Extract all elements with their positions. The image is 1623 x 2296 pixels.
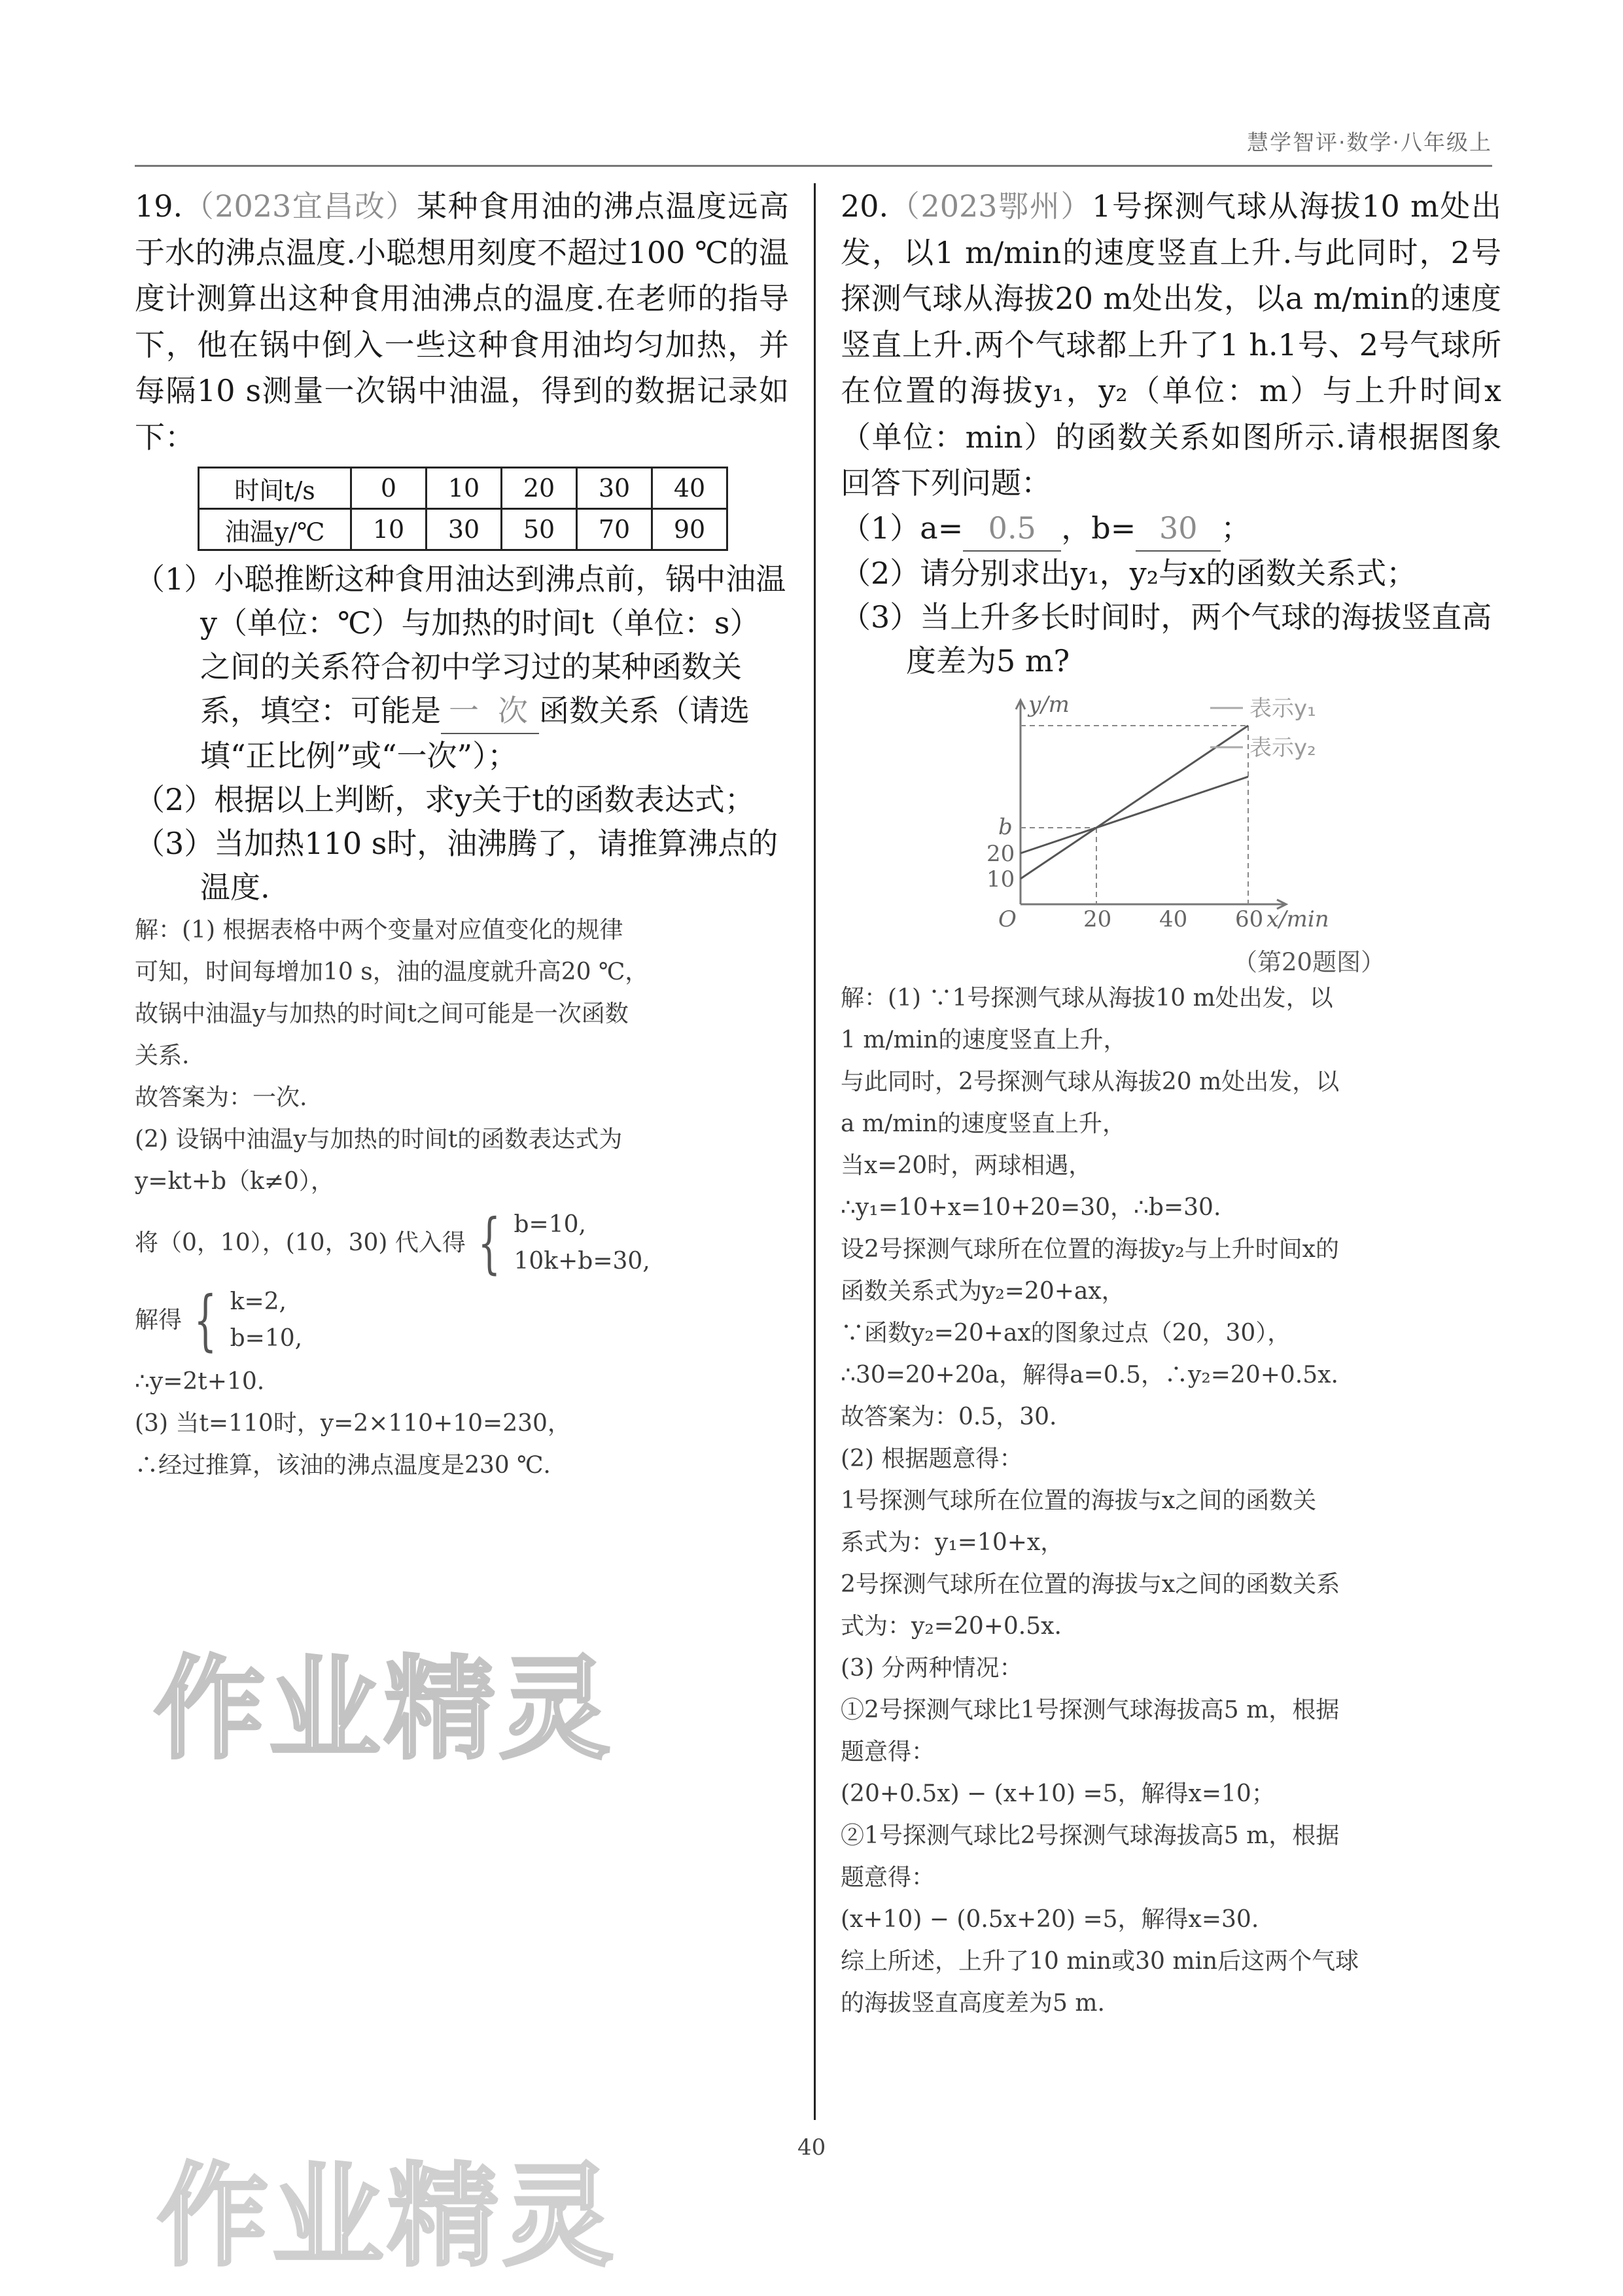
- solution-line: 1号探测气球所在位置的海拔与x之间的函数关: [841, 1487, 1317, 1514]
- system-prefix: 将（0，10），(10，30) 代入得: [135, 1229, 466, 1256]
- table-cell: 10: [427, 468, 502, 509]
- legend-label: 表示y₂: [1249, 734, 1316, 761]
- solution-line: 函数关系式为y₂=20+ax，: [841, 1277, 1125, 1305]
- solution-line: 设2号探测气球所在位置的海拔y₂与上升时间x的: [841, 1235, 1339, 1263]
- solution-line: ∵函数y₂=20+ax的图象过点（20，30），: [841, 1319, 1291, 1347]
- x-axis-label: x/min: [1266, 906, 1329, 932]
- q20-answer-b: 30: [1136, 506, 1221, 552]
- table-cell: 70: [577, 509, 652, 550]
- solution-line: 与此同时，2号探测气球从海拔20 m处出发，以: [841, 1068, 1340, 1095]
- q19-part1-label: （1）: [135, 561, 215, 597]
- question-20: [841, 183, 1501, 2024]
- q19-part2: [135, 778, 789, 822]
- q19-number: 19.: [135, 188, 183, 224]
- solution-line: ∴y=2t+10.: [135, 1368, 265, 1395]
- q20-source: （2023鄂州）: [888, 188, 1092, 224]
- page-number: 40: [797, 2134, 826, 2161]
- q20-stem-paragraph: [841, 183, 1501, 506]
- x-tick-label: 20: [1083, 906, 1112, 932]
- y-axis-label: y/m: [1028, 691, 1070, 718]
- q20-b-prefix: b=: [1091, 510, 1136, 546]
- q20-a-prefix: a=: [920, 510, 964, 546]
- solution-line: 当x=20时，两球相遇，: [841, 1152, 1092, 1179]
- table-cell: 50: [502, 509, 577, 550]
- q19-part1-text-b: 函数关系（请选填“正比例”或“一次”）；: [200, 693, 750, 773]
- solution-line: a m/min的速度竖直上升，: [841, 1110, 1126, 1137]
- solution-line: 故答案为：0.5，30.: [841, 1403, 1057, 1430]
- solution-line: ∴y₁=10+x=10+20=30，∴b=30.: [841, 1193, 1221, 1221]
- brace-icon: {: [478, 1205, 501, 1281]
- q19-part1: [135, 557, 789, 778]
- solution-line: 关系.: [135, 1042, 190, 1069]
- x-tick-label: 60: [1235, 906, 1264, 932]
- solution-line: 2号探测气球所在位置的海拔与x之间的函数关系: [841, 1570, 1340, 1598]
- q20-answer-a: 0.5: [963, 506, 1061, 552]
- y-tick-label: 20: [986, 840, 1015, 867]
- solution-line: 解：(1) ∵1号探测气球从海拔10 m处出发，以: [841, 984, 1333, 1012]
- equation-system-1: [135, 1207, 789, 1280]
- q20-part2-text: 请分别求出y₁，y₂与x的函数关系式；: [920, 555, 1417, 591]
- q20-stem: 1号探测气球从海拔10 m处出发，以1 m/min的速度竖直上升.与此同时，2号探测气球从海拔20 m处出发，以a m/min的速度竖直上升.两个气球都上升了1 h.1号、2号气球所在位置的海拔y₁，y₂（单位：m）与上升时间x（单位：min）的函数关系如图所示.请根据图象回答下列问题：: [841, 188, 1501, 501]
- series-line-2: [1021, 777, 1248, 853]
- q19-data-table: [198, 467, 728, 551]
- solution-line: 题意得：: [841, 1738, 935, 1765]
- watermark-logo: 作业精灵: [154, 1645, 615, 1775]
- q19-part3-text: 当加热110 s时，油沸腾了，请推算沸点的温度.: [200, 826, 778, 905]
- solution-line: (3) 当t=110时，y=2×110+10=230，: [135, 1410, 571, 1437]
- solution-line: y=kt+b（k≠0），: [135, 1168, 334, 1195]
- solution-line: (2) 设锅中油温y与加热的时间t的函数表达式为: [135, 1126, 623, 1153]
- solution-line: (20+0.5x) − (x+10) =5，解得x=10；: [841, 1780, 1275, 1807]
- solution-line: 故锅中油温y与加热的时间t之间可能是一次函数: [135, 1000, 629, 1027]
- page-header: 慧学智评·数学·八年级上: [1247, 130, 1492, 155]
- y-tick-label: b: [998, 813, 1013, 840]
- q19-part3-label: （3）: [135, 826, 215, 861]
- brace-icon: {: [194, 1282, 217, 1358]
- table-cell: 0: [351, 468, 427, 509]
- solution-line: 的海拔竖直高度差为5 m.: [841, 1989, 1105, 2017]
- q20-part2-label: （2）: [841, 555, 920, 591]
- solution-line: 故答案为：一次.: [135, 1084, 307, 1111]
- q19-solution: [135, 910, 789, 1487]
- table-row: [199, 509, 727, 550]
- table-row-head: 时间t/s: [199, 468, 351, 509]
- q19-answer-blank-a: 一: [441, 689, 487, 734]
- q20-part3: [841, 595, 1501, 683]
- system-equation: b=10,: [514, 1211, 586, 1238]
- q20-solution: [841, 978, 1501, 2024]
- table-row: [199, 468, 727, 509]
- q20-part3-label: （3）: [841, 599, 920, 635]
- solution-line: 可知，时间每增加10 s，油的温度就升高20 ℃，: [135, 959, 649, 985]
- line-chart: [975, 688, 1380, 937]
- solution-line: 综上所述，上升了10 min或30 min后这两个气球: [841, 1947, 1359, 1975]
- solution-line: (2) 根据题意得：: [841, 1445, 1023, 1472]
- solution-line: 式为：y₂=20+0.5x.: [841, 1612, 1062, 1640]
- system-equation: 10k+b=30,: [514, 1248, 650, 1275]
- solution-line: ②1号探测气球比2号探测气球海拔高5 m，根据: [841, 1822, 1340, 1849]
- q19-part3: [135, 822, 789, 910]
- series-line-1: [1021, 726, 1248, 879]
- q20-part1-label: （1）: [841, 510, 920, 546]
- q20-sep: ，: [1061, 510, 1092, 546]
- q19-stem: 某种食用油的沸点温度远高于水的沸点温度.小聪想用刻度不超过100 ℃的温度计测算出这种食用油沸点的温度.在老师的指导下，他在锅中倒入一些这种食用油均匀加热，并每隔10 s测量一次锅中油温，得到的数据记录如下：: [135, 188, 789, 455]
- table-cell: 30: [577, 468, 652, 509]
- table-cell: 20: [502, 468, 577, 509]
- q19-stem-paragraph: [135, 183, 789, 460]
- q20-end: ；: [1221, 510, 1251, 546]
- q19-source: （2023宜昌改）: [183, 188, 417, 224]
- figure-caption: （第20题图）: [1233, 947, 1386, 976]
- legend-label: 表示y₁: [1249, 695, 1316, 722]
- solution-line: ∴30=20+20a，解得a=0.5，∴y₂=20+0.5x.: [841, 1361, 1338, 1388]
- solution-line: 解：(1) 根据表格中两个变量对应值变化的规律: [135, 917, 623, 944]
- q20-part1: [841, 506, 1501, 552]
- solution-line: (3) 分两种情况：: [841, 1654, 1023, 1682]
- solution-line: ∴经过推算，该油的沸点温度是230 ℃.: [135, 1452, 551, 1479]
- solution-line: ①2号探测气球比1号探测气球海拔高5 m，根据: [841, 1696, 1340, 1723]
- solution-line: 1 m/min的速度竖直上升，: [841, 1026, 1127, 1053]
- watermark-logo: 作业精灵: [157, 2152, 618, 2282]
- solution-line: (x+10) − (0.5x+20) =5，解得x=30.: [841, 1905, 1259, 1933]
- solution-line: 题意得：: [841, 1863, 935, 1891]
- x-tick-label: 40: [1159, 906, 1188, 932]
- q20-number: 20.: [841, 188, 889, 224]
- header-rule: [135, 165, 1492, 167]
- y-tick-label: 10: [986, 866, 1015, 892]
- origin-label: O: [998, 906, 1017, 932]
- table-cell: 90: [652, 509, 727, 550]
- equation-system-2: [135, 1284, 789, 1357]
- q19-part2-label: （2）: [135, 782, 215, 817]
- table-cell: 30: [427, 509, 502, 550]
- table-cell: 10: [351, 509, 427, 550]
- q19-part2-text: 根据以上判断，求y关于t的函数表达式；: [214, 782, 755, 817]
- table-row-head: 油温y/℃: [199, 509, 351, 550]
- question-19: [135, 183, 789, 1487]
- q20-part3-text: 当上升多长时间时，两个气球的海拔竖直高度差为5 m?: [906, 599, 1492, 679]
- system-equation: b=10,: [230, 1325, 303, 1352]
- system-equation: k=2,: [230, 1288, 287, 1315]
- q20-part2: [841, 552, 1501, 595]
- solution-line: 系式为：y₁=10+x，: [841, 1528, 1064, 1556]
- table-cell: 40: [652, 468, 727, 509]
- q20-figure: [975, 688, 1386, 978]
- q19-part1-text-a: 小聪推断这种食用油达到沸点前，锅中油温y（单位：℃）与加热的时间t（单位：s）之间的关系符合初中学习过的某种函数关系，填空：可能是: [200, 561, 786, 728]
- column-divider: [814, 183, 816, 2120]
- q19-answer-blank-b: 次: [487, 689, 539, 734]
- system-prefix: 解得: [135, 1307, 183, 1333]
